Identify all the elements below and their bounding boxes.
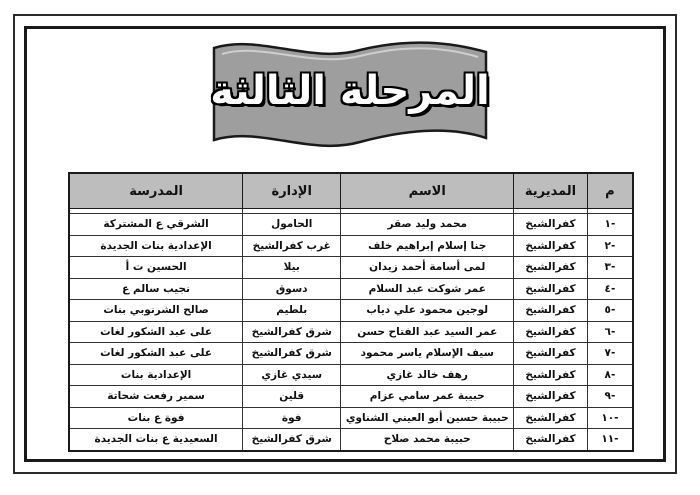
- cell-school: سمير رفعت شحاتة: [69, 386, 243, 408]
- table-row: [69, 386, 633, 408]
- header-num: م: [587, 173, 633, 209]
- cell-administration: دسوق: [243, 278, 341, 300]
- cell-name: سيف الإسلام ياسر محمود: [341, 343, 514, 365]
- cell-name: عمر السيد عبد الفتاح حسن: [341, 321, 514, 343]
- cell-administration: سيدي غازي: [243, 364, 341, 386]
- cell-name: لمى أسامة أحمد زيدان: [341, 257, 514, 279]
- table-header-row: [69, 173, 633, 209]
- cell-num: -٤: [587, 278, 633, 300]
- cell-school: الحسين ت أ: [69, 257, 243, 279]
- header-directorate: المديرية: [514, 173, 588, 209]
- cell-administration: بلطيم: [243, 300, 341, 322]
- cell-directorate: كفرالشيخ: [514, 235, 588, 257]
- table-row: [69, 235, 633, 257]
- cell-num: -٨: [587, 364, 633, 386]
- cell-directorate: كفرالشيخ: [514, 364, 588, 386]
- cell-name: محمد وليد صقر: [341, 214, 514, 236]
- cell-num: -٣: [587, 257, 633, 279]
- cell-num: -١: [587, 214, 633, 236]
- title-banner: [200, 38, 500, 156]
- cell-name: حبيبة عمر سامي عزام: [341, 386, 514, 408]
- cell-directorate: كفرالشيخ: [514, 429, 588, 451]
- cell-directorate: كفرالشيخ: [514, 257, 588, 279]
- table-row: [69, 300, 633, 322]
- table-row: [69, 214, 633, 236]
- cell-name: عمر شوكت عبد السلام: [341, 278, 514, 300]
- table-row: [69, 429, 633, 451]
- cell-administration: شرق كفرالشيخ: [243, 343, 341, 365]
- header-name: الاسم: [341, 173, 514, 209]
- cell-name: لوجين محمود علي دياب: [341, 300, 514, 322]
- cell-school: الشرقي ع المشتركة: [69, 214, 243, 236]
- cell-administration: شرق كفرالشيخ: [243, 429, 341, 451]
- cell-num: -٧: [587, 343, 633, 365]
- cell-administration: بيلا: [243, 257, 341, 279]
- cell-administration: شرق كفرالشيخ: [243, 321, 341, 343]
- table-row: [69, 343, 633, 365]
- cell-name: حبيبة محمد صلاح: [341, 429, 514, 451]
- header-administration: الإدارة: [243, 173, 341, 209]
- cell-num: -٢: [587, 235, 633, 257]
- cell-name: حبيبة حسين أبو العيني الشناوي: [341, 407, 514, 429]
- table-row: [69, 364, 633, 386]
- cell-school: على عبد الشكور لغات: [69, 321, 243, 343]
- cell-school: السعيدية ع بنات الجديدة: [69, 429, 243, 451]
- cell-name: جنا إسلام إبراهيم خلف: [341, 235, 514, 257]
- cell-num: -١٠: [587, 407, 633, 429]
- cell-num: -٩: [587, 386, 633, 408]
- table-row: [69, 278, 633, 300]
- cell-directorate: كفرالشيخ: [514, 343, 588, 365]
- cell-administration: فوة: [243, 407, 341, 429]
- cell-num: -١١: [587, 429, 633, 451]
- cell-administration: غرب كفرالشيخ: [243, 235, 341, 257]
- cell-directorate: كفرالشيخ: [514, 321, 588, 343]
- cell-directorate: كفرالشيخ: [514, 300, 588, 322]
- table-row: [69, 257, 633, 279]
- stage-title: المرحلة الثالثة: [210, 68, 490, 114]
- table-row: [69, 407, 633, 429]
- cell-school: الإعدادية بنات الجديدة: [69, 235, 243, 257]
- cell-administration: الحامول: [243, 214, 341, 236]
- students-table: [68, 172, 634, 452]
- cell-administration: قلين: [243, 386, 341, 408]
- cell-directorate: كفرالشيخ: [514, 214, 588, 236]
- cell-school: صالح الشرنوبي بنات: [69, 300, 243, 322]
- cell-school: نجيب سالم ع: [69, 278, 243, 300]
- cell-school: فوة ع بنات: [69, 407, 243, 429]
- table-row: [69, 321, 633, 343]
- cell-num: -٦: [587, 321, 633, 343]
- cell-name: رهف خالد غازي: [341, 364, 514, 386]
- cell-directorate: كفرالشيخ: [514, 407, 588, 429]
- cell-num: -٥: [587, 300, 633, 322]
- cell-school: على عبد الشكور لغات: [69, 343, 243, 365]
- cell-directorate: كفرالشيخ: [514, 278, 588, 300]
- cell-directorate: كفرالشيخ: [514, 386, 588, 408]
- header-school: المدرسة: [69, 173, 243, 209]
- cell-school: الإعدادية بنات: [69, 364, 243, 386]
